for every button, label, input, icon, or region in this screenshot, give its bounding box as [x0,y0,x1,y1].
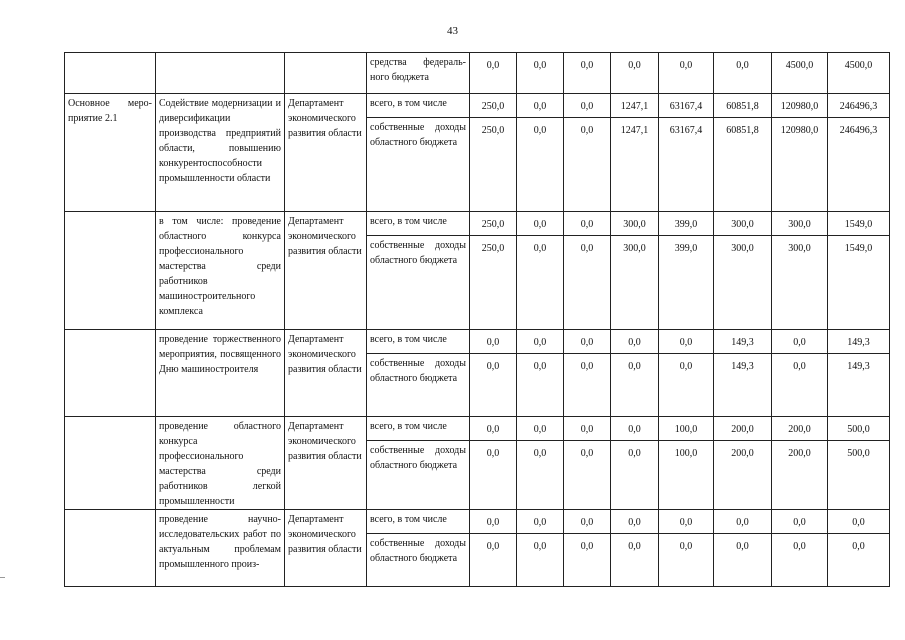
value-cell: 0,0 [611,441,659,510]
value-cell: 200,0 [714,417,772,441]
value-cell: 100,0 [659,441,714,510]
description-cell: в том числе: проведение областного конкурса профессионального мастерства среди работников машиностроительного комплекса [156,212,285,330]
value-cell: 0,0 [564,118,611,212]
value-cell: 4500,0 [772,53,828,94]
value-cell: 100,0 [659,417,714,441]
value-cell: 0,0 [564,330,611,354]
value-cell: 0,0 [564,212,611,236]
value-cell: 0,0 [611,53,659,94]
table-row [65,53,890,94]
value-cell: 0,0 [517,94,564,118]
value-cell: 250,0 [470,118,517,212]
value-cell: 250,0 [470,94,517,118]
table-row [65,212,890,236]
value-cell: 0,0 [564,354,611,417]
value-cell: 0,0 [470,417,517,441]
budget-table [64,52,890,587]
value-cell: 0,0 [659,354,714,417]
value-cell: 0,0 [772,354,828,417]
value-cell: 0,0 [470,534,517,587]
value-cell: 0,0 [470,441,517,510]
value-cell: 0,0 [772,510,828,534]
value-cell: 0,0 [517,510,564,534]
value-cell: 0,0 [517,354,564,417]
value-cell: 300,0 [772,236,828,330]
executor-cell [285,53,367,94]
value-cell: 0,0 [564,534,611,587]
measure-cell [65,417,156,510]
value-cell: 0,0 [564,441,611,510]
description-cell [156,53,285,94]
executor-cell: Департамент экономического развития области [285,94,367,212]
value-cell: 500,0 [828,441,890,510]
value-cell: 0,0 [714,534,772,587]
description-cell: проведение торжественного мероприятия, посвященного Дню машиностроителя [156,330,285,417]
value-cell: 0,0 [470,330,517,354]
table-row [65,330,890,354]
value-cell: 0,0 [828,510,890,534]
value-cell: 149,3 [714,354,772,417]
executor-cell: Департамент экономического развития области [285,330,367,417]
funding-source-cell: собственные доходы областного бюджета [367,236,470,330]
page-number: 43 [447,25,458,37]
value-cell: 246496,3 [828,94,890,118]
value-cell: 0,0 [659,330,714,354]
value-cell: 0,0 [564,417,611,441]
value-cell: 300,0 [611,212,659,236]
value-cell: 0,0 [564,94,611,118]
value-cell: 0,0 [611,354,659,417]
funding-source-cell: всего, в том числе [367,510,470,534]
measure-cell [65,212,156,330]
value-cell: 200,0 [772,417,828,441]
funding-source-cell: средства федераль-ного бюджета [367,53,470,94]
executor-cell: Департамент экономического развития области [285,212,367,330]
value-cell: 0,0 [659,534,714,587]
table-row [65,417,890,441]
value-cell: 149,3 [714,330,772,354]
value-cell: 0,0 [470,53,517,94]
measure-cell [65,330,156,417]
value-cell: 0,0 [714,53,772,94]
value-cell: 120980,0 [772,94,828,118]
value-cell: 0,0 [470,510,517,534]
table-row [65,94,890,118]
value-cell: 0,0 [828,534,890,587]
value-cell: 4500,0 [828,53,890,94]
value-cell: 0,0 [611,510,659,534]
value-cell: 0,0 [517,417,564,441]
funding-source-cell: всего, в том числе [367,212,470,236]
value-cell: 0,0 [517,212,564,236]
value-cell: 0,0 [517,118,564,212]
value-cell: 0,0 [772,330,828,354]
value-cell: 60851,8 [714,94,772,118]
value-cell: 300,0 [772,212,828,236]
value-cell: 0,0 [470,354,517,417]
value-cell: 500,0 [828,417,890,441]
executor-cell: Департамент экономического развития области [285,510,367,587]
value-cell: 149,3 [828,354,890,417]
value-cell: 1549,0 [828,236,890,330]
margin-tick [0,577,5,578]
value-cell: 0,0 [517,53,564,94]
value-cell: 0,0 [772,534,828,587]
value-cell: 1247,1 [611,94,659,118]
value-cell: 0,0 [659,53,714,94]
value-cell: 399,0 [659,236,714,330]
value-cell: 399,0 [659,212,714,236]
value-cell: 0,0 [517,534,564,587]
value-cell: 200,0 [714,441,772,510]
funding-source-cell: собственные доходы областного бюджета [367,354,470,417]
value-cell: 63167,4 [659,94,714,118]
measure-cell [65,53,156,94]
funding-source-cell: всего, в том числе [367,417,470,441]
funding-source-cell: всего, в том числе [367,330,470,354]
measure-cell: Основное меро-приятие 2.1 [65,94,156,212]
value-cell: 120980,0 [772,118,828,212]
value-cell: 246496,3 [828,118,890,212]
value-cell: 250,0 [470,212,517,236]
value-cell: 250,0 [470,236,517,330]
table-row [65,510,890,534]
value-cell: 0,0 [714,510,772,534]
value-cell: 149,3 [828,330,890,354]
description-cell: проведение областного конкурса профессионального мастерства среди работников легкой промышленности [156,417,285,510]
value-cell: 0,0 [564,236,611,330]
funding-source-cell: всего, в том числе [367,94,470,118]
funding-source-cell: собственные доходы областного бюджета [367,441,470,510]
description-cell: Содействие модернизации и диверсификации производства предприятий области, повышению конкурентоспособности промышленности области [156,94,285,212]
value-cell: 300,0 [611,236,659,330]
value-cell: 0,0 [517,441,564,510]
value-cell: 300,0 [714,236,772,330]
value-cell: 1549,0 [828,212,890,236]
value-cell: 0,0 [517,330,564,354]
value-cell: 0,0 [564,53,611,94]
value-cell: 1247,1 [611,118,659,212]
value-cell: 0,0 [611,417,659,441]
value-cell: 300,0 [714,212,772,236]
description-cell: проведение научно-исследовательских работ по актуальным проблемам промышленного произ- [156,510,285,587]
funding-source-cell: собственные доходы областного бюджета [367,118,470,212]
value-cell: 60851,8 [714,118,772,212]
value-cell: 200,0 [772,441,828,510]
value-cell: 63167,4 [659,118,714,212]
value-cell: 0,0 [659,510,714,534]
measure-cell [65,510,156,587]
value-cell: 0,0 [564,510,611,534]
executor-cell: Департамент экономического развития области [285,417,367,510]
value-cell: 0,0 [517,236,564,330]
value-cell: 0,0 [611,534,659,587]
funding-source-cell: собственные доходы областного бюджета [367,534,470,587]
value-cell: 0,0 [611,330,659,354]
